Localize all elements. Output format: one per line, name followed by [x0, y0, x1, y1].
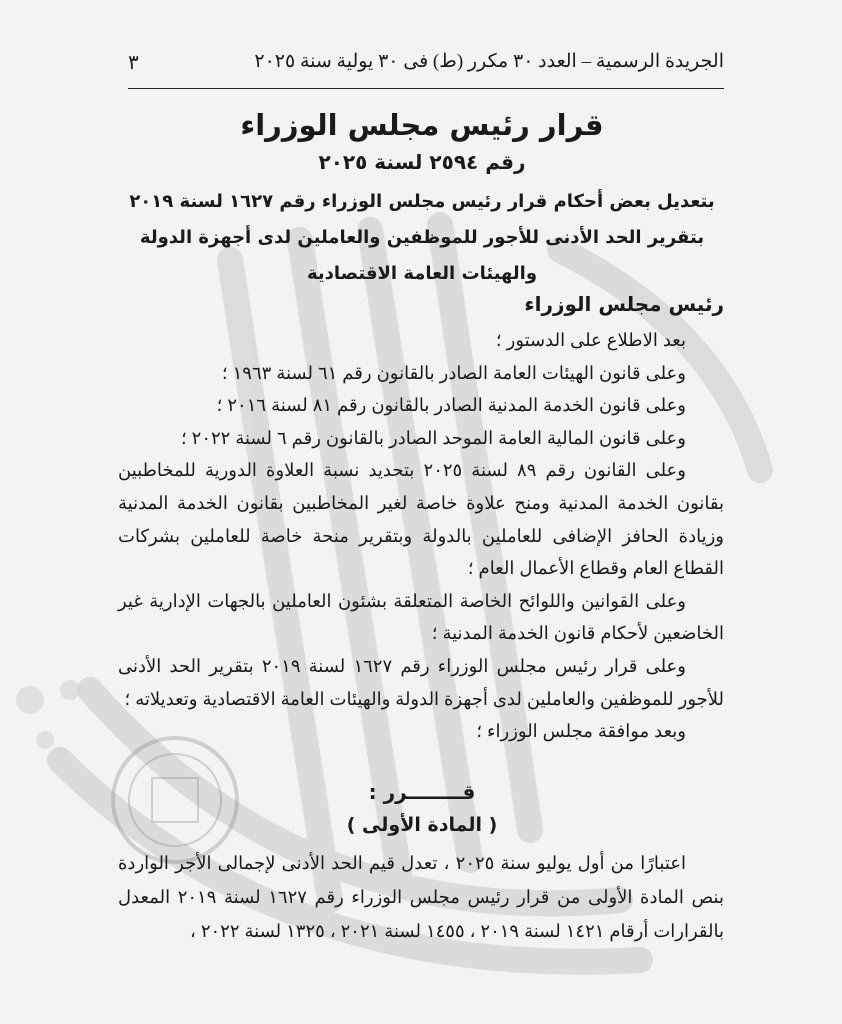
- preamble-paragraph: وعلى قانون الخدمة المدنية الصادر بالقانون رقم ٨١ لسنة ٢٠١٦ ؛: [216, 395, 686, 416]
- preamble-paragraph: وعلى القوانين واللوائح الخاصة المتعلقة بشئون العاملين بالجهات الإدارية غير الخاضعين لأحكام قانون الخدمة المدنية ؛: [118, 590, 724, 644]
- page-number: ٣: [128, 52, 139, 74]
- preamble-paragraph: بعد الاطلاع على الدستور ؛: [495, 330, 686, 350]
- decree-label: قــــــــرر :: [368, 780, 476, 804]
- article-body: [118, 846, 724, 948]
- article-title: ( المادة الأولى ): [346, 814, 498, 836]
- subject-line: والهيئات العامة الاقتصادية: [306, 263, 538, 284]
- preamble-heading: رئيس مجلس الوزراء: [524, 292, 724, 316]
- preamble-paragraph: وبعد موافقة مجلس الوزراء ؛: [476, 721, 686, 742]
- header-title: الجريدة الرسمية – العدد ٣٠ مكرر (ط) فى ٣٠ يولية سنة ٢٠٢٥: [254, 51, 724, 72]
- preamble-paragraph: وعلى قانون المالية العامة الموحد الصادر بالقانون رقم ٦ لسنة ٢٠٢٢ ؛: [180, 427, 686, 448]
- article-paragraph: اعتبارًا من أول يوليو سنة ٢٠٢٥ ، تعدل قيم الحد الأدنى لإجمالى الأجر الواردة بنص المادة الأولى من قرار رئيس مجلس الوزراء رقم ١٦٢٧ لسنة ٢٠١٩ المعدل بالقرارات أرقام ١٤٢١ لسنة ٢٠١٩ ، ١٤٥٥ لسنة ٢٠٢١ ، ١٣٢٥ لسنة ٢٠٢٢ ،: [118, 853, 724, 941]
- preamble-paragraph: وعلى قرار رئيس مجلس الوزراء رقم ١٦٢٧ لسنة ٢٠١٩ بتقرير الحد الأدنى للأجور للموظفين والعاملين لدى أجهزة الدولة والهيئات العامة الاقتصادية وتعديلاته ؛: [118, 655, 724, 709]
- decision-number: رقم ٢٥٩٤ لسنة ٢٠٢٥: [318, 150, 526, 174]
- decision-title: قرار رئيس مجلس الوزراء: [240, 108, 604, 142]
- preamble-body: [118, 324, 724, 748]
- preamble-paragraph: وعلى القانون رقم ٨٩ لسنة ٢٠٢٥ بتحديد نسبة العلاوة الدورية للمخاطبين بقانون الخدمة المدنية ومنح علاوة خاصة لغير المخاطبين بقانون الخدمة المدنية وزيادة الحافز الإضافى للعاملين بالدولة وبتقرير منحة خاصة للعاملين بشركات القطاع العام وقطاع الأعمال العام ؛: [118, 460, 724, 579]
- subject-line: بتقرير الحد الأدنى للأجور للموظفين والعاملين لدى أجهزة الدولة: [139, 227, 705, 248]
- subject-line: بتعديل بعض أحكام قرار رئيس مجلس الوزراء رقم ١٦٢٧ لسنة ٢٠١٩: [129, 191, 715, 212]
- preamble-paragraph: وعلى قانون الهيئات العامة الصادر بالقانون رقم ٦١ لسنة ١٩٦٣ ؛: [221, 362, 686, 383]
- decision-subject: [120, 184, 724, 292]
- header-divider: [128, 88, 724, 89]
- gazette-header: [128, 50, 724, 78]
